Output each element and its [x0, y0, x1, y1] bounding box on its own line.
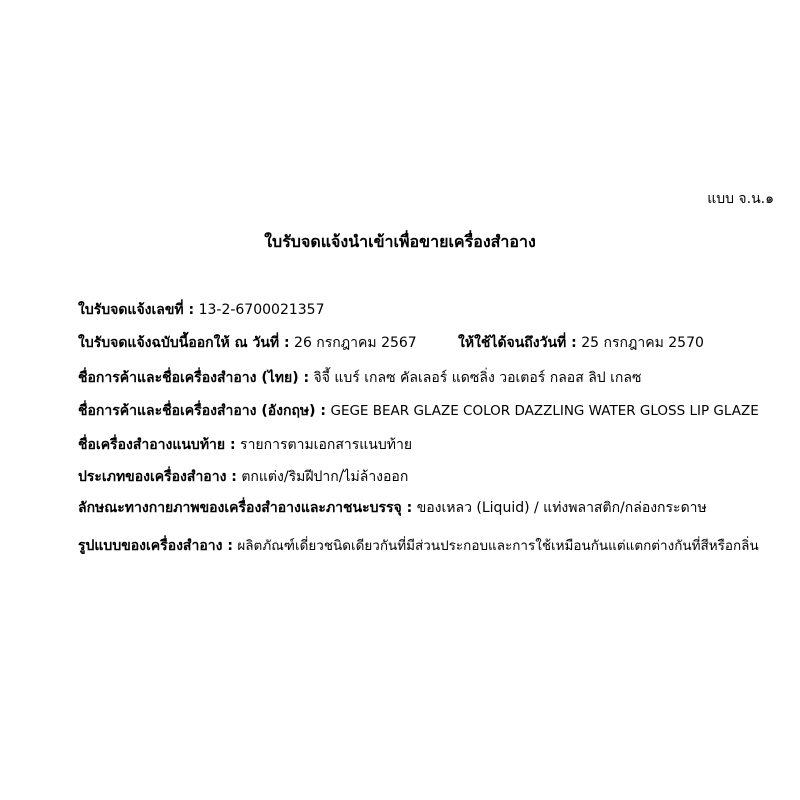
physical-form-value: ของเหลว (Liquid) / แท่งพลาสติก/กล่องกระดาษ: [416, 500, 707, 516]
issue-date-label: ใบรับจดแจ้งฉบับนี้ออกให้ ณ วันที่ :: [78, 335, 290, 351]
trade-name-thai-value: จิจี้ แบร์ เกลซ คัลเลอร์ แดซลิ่ง วอเตอร์ กลอส ลิป เกลซ: [313, 370, 642, 386]
product-format-label: รูปแบบของเครื่องสำอาง :: [78, 538, 233, 554]
form-code: แบบ จ.น.๑: [707, 191, 774, 207]
physical-form-label: ลักษณะทางกายภาพของเครื่องสำอางและภาชนะบรรจุ :: [78, 500, 413, 516]
trade-name-english-label: ชื่อการค้าและชื่อเครื่องสำอาง (อังกฤษ) :: [78, 403, 327, 419]
notification-number-value: 13-2-6700021357: [198, 302, 325, 318]
cosmetic-type-label: ประเภทของเครื่องสำอาง :: [78, 469, 237, 485]
attached-names-value: รายการตามเอกสารแนบท้าย: [240, 437, 413, 453]
product-format-row: [78, 536, 759, 556]
product-format-value: ผลิตภัณฑ์เดี่ยวชนิดเดียวกันที่มีส่วนประกอบและการใช้เหมือนกันแต่แตกต่างกันที่สีหรือกลิ่น: [237, 538, 759, 554]
trade-name-english-value: GEGE BEAR GLAZE COLOR DAZZLING WATER GLOSS LIP GLAZE: [330, 403, 759, 419]
expiry-date-value: 25 กรกฎาคม 2570: [581, 335, 704, 351]
expiry-date-label: ให้ใช้ได้จนถึงวันที่ :: [458, 335, 577, 351]
document-title: ใบรับจดแจ้งนำเข้าเพื่อขายเครื่องสำอาง: [264, 232, 536, 251]
trade-name-english-row: [78, 401, 759, 421]
trade-name-thai-row: [78, 368, 641, 388]
attached-names-label: ชื่อเครื่องสำอางแนบท้าย :: [78, 437, 236, 453]
expiry-date-row: [458, 333, 704, 353]
notification-number-label: ใบรับจดแจ้งเลขที่ :: [78, 302, 195, 318]
attached-names-row: [78, 435, 412, 455]
cosmetic-type-value: ตกแต่ง/ริมฝีปาก/ไม่ล้างออก: [241, 469, 409, 485]
issue-date-value: 26 กรกฎาคม 2567: [294, 335, 417, 351]
trade-name-thai-label: ชื่อการค้าและชื่อเครื่องสำอาง (ไทย) :: [78, 370, 310, 386]
issue-date-row: [78, 333, 417, 353]
physical-form-row: [78, 498, 707, 518]
cosmetic-type-row: [78, 467, 408, 487]
notification-number-row: [78, 300, 324, 320]
